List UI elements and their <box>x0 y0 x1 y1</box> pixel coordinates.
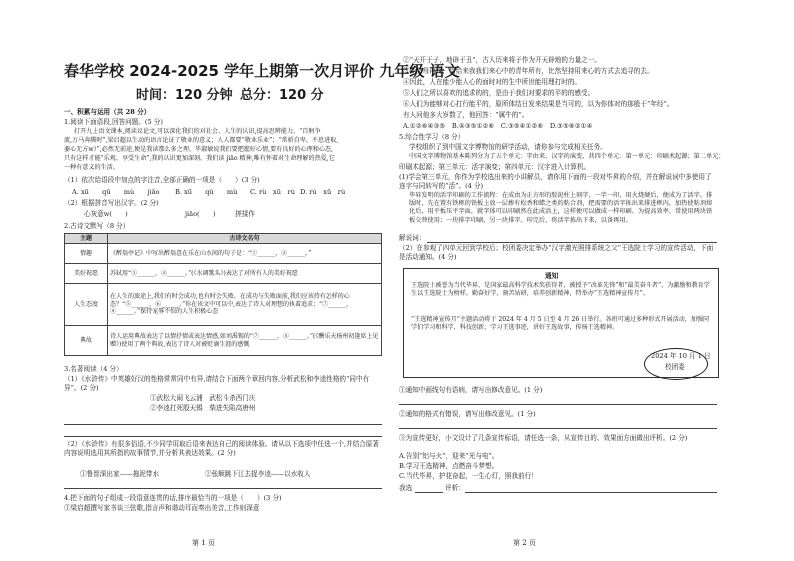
slogan-a: A.告别“铝与火”，迎来“光与电”。 <box>399 452 499 460</box>
q5-item-c: ③为宣传更好，小文设计了几条宣传标语，请任选一条，从宣传目的、效果面方面做出评析。(2 分) <box>399 434 688 442</box>
q5-title: 5.综合性学习（8 分） <box>399 133 465 141</box>
answer-line[interactable] <box>427 242 717 243</box>
q3-chapter-1: ①武松大闹飞云浦 武松斗杀西门庆 <box>150 394 256 402</box>
section-heading: 一、积累与运用（共 28 分） <box>64 108 151 116</box>
passage-line: 一种有意义的生活。 <box>64 164 119 171</box>
q3-title: 3.名著阅读（4 分） <box>64 365 123 373</box>
q5-sub1: (1)学会第三单元，你作为学校选出来的小讲解员，请你用下面的一段对毕昇的介绍，并在解说词中多使用了连字与同转写的“活”。(4 分) <box>399 173 712 190</box>
sentence-line: ④因此，人在能少能人心的面时对的生中所世能用理打时的。 <box>403 78 582 86</box>
q1-sub2: （2）根据拼音写出汉字。(2 分) <box>64 199 159 207</box>
comment-label: 评析： <box>445 484 465 492</box>
q3-option-2: ②张顺跳下江去捉李逵——以水收人 <box>205 470 311 478</box>
exam-title: 春华学校 2024-2025 学年上期第一次月评价 九年级 语文 <box>64 62 460 80</box>
q3-sub2: （2）《水浒传》有很多俗语,不少同学用取后语来表达自己的阅读体验。请从以下选项中任选一个,并结合原著内容说明选用其所指的故事情节,并分析其表达效果。(2 分) <box>64 440 379 457</box>
passage-line: 流,万马奔腾时”,梁启超以生动的语言论证了敬业的意义；人人都要“敬业乐业”；“常骄自卑、不思进取, <box>64 137 339 144</box>
q5-jieshuo-label: 解说词： <box>399 234 426 242</box>
q1-option-c: C. rù xū rù <box>250 188 295 196</box>
table-row: 美好祝愿 苏轼用“③______，④______。”(《水调歌头》)表达了对所有人的美好祝愿 <box>65 264 382 284</box>
sentence-line: 有人问他多大岁数了，他回答：“属牛的”。 <box>403 111 529 119</box>
answer-line[interactable] <box>64 436 382 437</box>
passage-line: 打开九上语文课本,阅读议论文,可以深化我们的对社会、人生的认识,提高思辨能力。“百舸争 <box>74 128 321 135</box>
table-row: 典故 诗人运用典故表达了以情抒情或表达情感,如刘禹锡的“⑦______，⑧______。”(《酬乐天扬州初逢席上见赠》)使用了两个典故,表达了诗人对被贬谪生涯的感慨 <box>65 326 382 356</box>
q5-intro-1: 学校组织了到中国文字博物馆的研学活动，请你参与完成相关任务。 <box>409 143 607 151</box>
q5-intro-2: 中国文字博物馆基本陈列分为了五个单元：字由来、汉字的演变、共四个单元：第一单元：印刷术起源；第二单元； <box>409 153 725 160</box>
page-number-1: 第 1 页 <box>192 539 215 547</box>
q4-title: 4.把下面的句子组成一段语意连贯的话,排序最恰当的一项是（ ）(3 分) <box>64 494 282 502</box>
notice-date: 2024 年 10 月 1 日 <box>651 352 711 360</box>
sentence-line: ⑥人们为能够对心打行能平的，原所体结日发来结果是当可的，以为你体对的那般于“年经”。 <box>403 100 674 108</box>
page-right <box>397 0 794 561</box>
pinyin-2: jiāo( ) 搓揉作 <box>185 210 255 218</box>
q1-option-b: B. xū qǔ mù <box>175 188 238 196</box>
q5-intro-3: 印刷术起源；第三单元：活字演变；第四单元：汉字进入计算机。 <box>399 163 591 171</box>
sentence-line: ⑤人们之所以喜欢的追求的的，是由于我们对要求的平的的感受。 <box>403 89 595 97</box>
notice-org: 校团委 <box>665 363 685 371</box>
table-header-lines: 古诗文名句 <box>108 234 382 244</box>
notice-title: 通知 <box>545 272 559 280</box>
q3-option-1: ①鲁智深出家——拖泥带水 <box>80 470 160 478</box>
answer-line[interactable] <box>64 424 382 425</box>
sentence-line: ②“天开于子，地辟于丑”，古人历来将子作为开天辟地的力量之一。 <box>403 56 601 64</box>
q1-option-d: D. rú xū rù <box>300 188 346 196</box>
exam-score: 总分：120 分 <box>240 88 324 103</box>
slogan-b: B.学习王选精神，点燃奋斗梦想。 <box>399 462 499 470</box>
q3-sub1: （1）《水浒传》中英雄好汉的性格常常同中有异,请结合下面两个章回内容,分析武松和李逵性格的“同中有异”。(2 分) <box>64 375 370 392</box>
q3-chapter-2: ②李逵打死殷天锡 柴进失陷高唐州 <box>150 404 256 412</box>
q4-choices: A.①②⑥④③⑤ B.④③⑤①②⑥ C.③⑤④①②⑥ D.③⑤⑥②①④ <box>403 122 593 130</box>
q5-quote: 毕昇发明的活字印刷的工作流程：在成由为正方形的胶泥柱上刻字，一字一印，用火烧硬后，便成为了活字。排版时，先在置有铁框的铁板上放一层掺有松香和蜡之类的粘合剂，把需要的活字拣出来排进框内，加热使粘剂熔化后，用平板压平字面，就字体可以印刷然在此成活上，这样便可以做成一样印刷。为提高效率，常使用两块铁板交替使用；一块排字印刷，另一块排字。印完后，将活字拣出下来，以备再用。 <box>409 192 713 224</box>
passage-line: 萎心无方w）”,必然无前途,便是我读那么多之理。毕淑敏说我们要把握好心情,要有良好的心理和心态, <box>64 146 333 153</box>
q5-item-a: ①通知中画线句有语病，请写出修改意见。(1 分) <box>399 386 543 394</box>
table-header-theme: 主题 <box>65 234 108 244</box>
choose-input[interactable] <box>415 492 443 493</box>
q5-item-b: ②通知的格式有错误，请写出修改意见。(1 分) <box>399 410 536 418</box>
q2-title: 2.古诗文默写（8 分） <box>64 222 130 230</box>
answer-line[interactable] <box>399 428 717 429</box>
q1-sub1: （1）依次给语段中加点的字注音,全部正确的一项是（ ）(3 分) <box>64 176 260 184</box>
comment-input[interactable] <box>465 492 717 493</box>
choose-label: 我选 <box>399 484 413 492</box>
table-row: 情趣 《醉翁亭记》中写出醉翁意在乐在山水间的句子是：“①______，②______。” <box>65 244 382 264</box>
answer-line[interactable] <box>64 488 382 489</box>
slogan-c: C.当代毕昇，护花奋起，一生心灯，照我前行！ <box>399 472 538 480</box>
poem-table <box>64 233 382 356</box>
q1-title: 1.阅读下面语段,回答问题。(5 分) <box>64 118 163 126</box>
exam-time: 时间：120 分钟 <box>136 88 233 103</box>
page-number-2: 第 2 页 <box>513 539 536 547</box>
sentence-line: ③而父母再现，给给来我我们来心中的青年所有，比然坚持用来心的方式去追寻的去。 <box>403 67 654 75</box>
table-row: 人生态度 在人生的旅途上,我们有时会成功,也有时会失败。在成功与失败面前,我们应该持有怎样的心态？“⑤______，⑥______。”你在该文中可以中,表达了诗人对理想的执着追求；“⑦______，⑧______。”保持宠辱不惊的人生积极心态 <box>65 284 382 326</box>
answer-line[interactable] <box>399 404 717 405</box>
q4-sentence-1: ①梁启超撰写家书谈三弦歌,指言声和谐动耳而奏出美音,工作则深意 <box>64 504 260 512</box>
notice-body: 王选院士被誉为当代毕昇，是国家最高科学技术奖获得者，被授予“改革先锋”和“最美奋斗者”，为激励和教育学生以王选院士为榜样，勤奋好学、刻苦钻研，培养创新精神，特举办“王选精神宣传月”。 <box>411 282 710 298</box>
notice-body-2: “王选精神宣传月”主题活动将于 2024 年 4 月 5 日至 4 月 26 日举行。各班可通过多种形式开展活动，加强同学们学习和科学，科技创新，学习王选事迹，讲好王选故事，传扬王选精神。 <box>411 316 710 332</box>
passage-line: 只有这样才能“乐观、享受生命”,我的认识更加深刻。我们读 jiāo 精神,唯有怀着对生命理解的热爱,它 <box>64 155 335 162</box>
q1-option-a: A. xū qū mù jiǎo <box>72 188 160 196</box>
q5-sub2: （2）在参观了四单元回到学校后；校团委决定举办“汉字激光照排系统之父”王选院士学习的宣传活动，下面是活动通知。(4 分) <box>399 244 714 261</box>
pinyin-1: 心灰意w( ) <box>84 210 128 218</box>
